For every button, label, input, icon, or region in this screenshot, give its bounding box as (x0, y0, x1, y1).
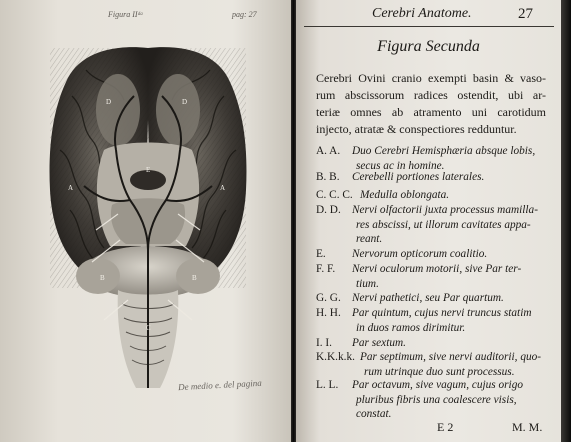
legend-description-line: Nervi olfactorii juxta processus mamilla- (352, 204, 538, 216)
legend-description (352, 336, 552, 351)
legend-key: B. B. (316, 171, 340, 183)
cerebellum-lateral-left (76, 258, 120, 294)
legend-key: C. C. C. (316, 189, 353, 201)
plate-figure-label: Figura IIᵈᵃ (108, 10, 144, 19)
running-head: Cerebri Anatome. (372, 6, 472, 21)
legend-description-line: Par septimum, sive nervi auditorii, quo- (360, 351, 542, 363)
svg-text:B: B (192, 274, 197, 282)
legend-key: E. (316, 248, 326, 260)
legend-description-line: tium. (356, 277, 379, 290)
legend-description (352, 203, 552, 247)
legend-description (352, 378, 552, 422)
legend-description-line: Nervi pathetici, seu Par quartum. (352, 292, 504, 304)
legend-key: D. D. (316, 204, 341, 216)
legend-description-line: Nervi oculorum motorii, sive Par ter- (352, 263, 522, 275)
legend-description-line: Nervorum opticorum coalitio. (352, 248, 488, 260)
legend-description-line: constat. (356, 408, 392, 420)
legend-key: G. G. (316, 292, 341, 304)
figure-description (316, 70, 546, 138)
description-line: injecto, atratæ & conspectiores redduntur. (316, 122, 517, 136)
legend-description-line: Par sextum. (352, 337, 406, 349)
header-rule (304, 26, 554, 27)
legend-key: I. I. (316, 337, 332, 349)
legend-description (352, 306, 552, 335)
legend-description (352, 170, 552, 185)
catchword: M. M. (512, 420, 543, 434)
description-line: rum abscissorum radices ostendit, ubi ar- (316, 88, 546, 102)
legend-description-line: Par quintum, cujus nervi truncus statim (352, 307, 532, 319)
figure-title: Figura Secunda (377, 38, 480, 55)
svg-text:A: A (68, 184, 74, 192)
legend-key: H. H. (316, 307, 341, 319)
legend-description-line: Medulla oblongata. (360, 189, 450, 201)
legend-description-line: res abscissi, ut illorum cavitates appa- (356, 218, 531, 231)
cerebellum-lateral-right (176, 258, 220, 294)
legend-description (352, 144, 552, 173)
legend-key: A. A. (316, 145, 341, 157)
svg-text:B: B (100, 274, 105, 282)
svg-text:D: D (182, 98, 188, 106)
legend-description (352, 291, 552, 306)
right-page-text (296, 0, 561, 442)
legend-description (352, 262, 552, 291)
legend-description-line: secus ac in homine. (356, 159, 445, 172)
legend-key: K.K.k.k. (316, 351, 355, 363)
legend-description-line: Par octavum, sive vagum, cujus origo (352, 379, 523, 391)
description-line: Cerebri Ovini cranio exempti basin & vaso- (316, 71, 546, 85)
legend-description-line: rum utrinque duo sunt processus. (364, 365, 515, 378)
legend-description-line: Duo Cerebri Hemisphæria absque lobis, (352, 145, 536, 157)
legend-description (360, 188, 560, 203)
handwritten-annotation: De medio e. del pagina (177, 377, 262, 393)
page-number: 27 (518, 6, 533, 22)
svg-text:D: D (106, 98, 112, 106)
legend-description (352, 247, 552, 262)
svg-text:A: A (220, 184, 226, 192)
olfactory-bulb-left (96, 74, 140, 146)
page-edge (561, 0, 571, 442)
legend-key: F. F. (316, 263, 336, 275)
svg-text:E: E (146, 166, 151, 174)
legend-description-line: in duos ramos dirimitur. (356, 321, 466, 334)
pons (111, 198, 185, 244)
legend-description (360, 350, 560, 379)
svg-text:C: C (146, 324, 151, 332)
legend-description-line: reant. (356, 233, 383, 245)
legend-description-line: pluribus fibris una coalescere visis, (356, 393, 517, 406)
description-line: teriæ omnes ab atramento uni carotidum (316, 105, 546, 119)
printer-signature: E 2 (437, 420, 454, 434)
plate-page-ref: pag: 27 (232, 10, 257, 19)
legend-key: L. L. (316, 379, 339, 391)
legend-description-line: Cerebelli portiones laterales. (352, 171, 485, 183)
olfactory-bulb-right (156, 74, 200, 146)
